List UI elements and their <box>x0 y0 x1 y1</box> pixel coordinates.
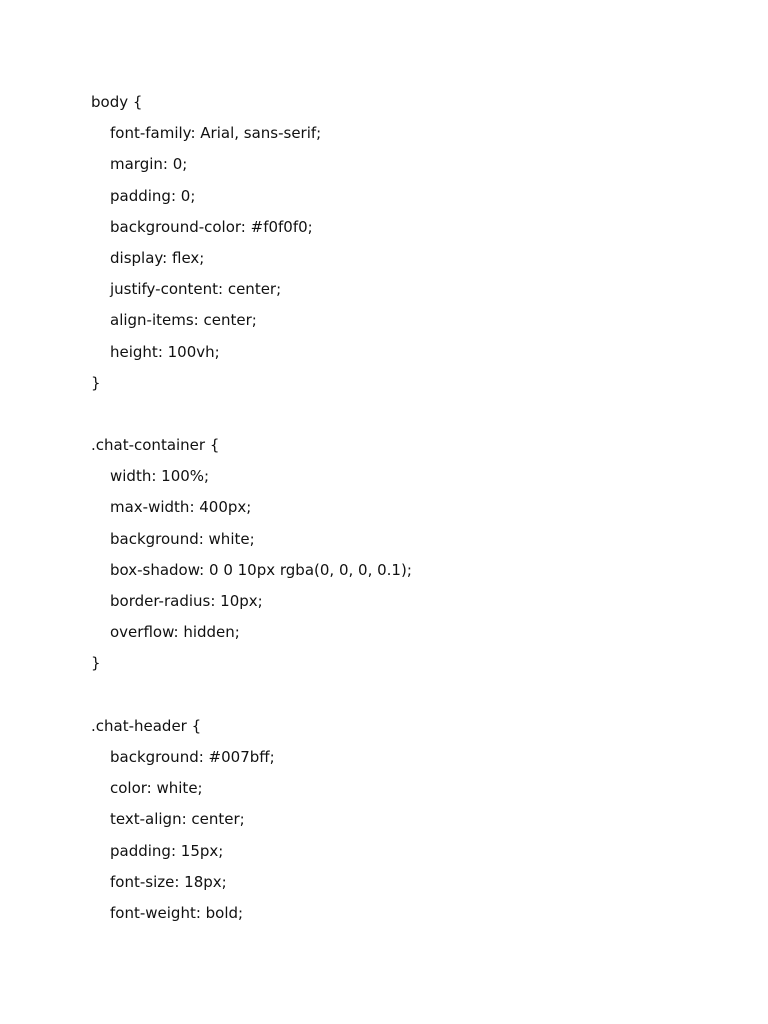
css-code-block <box>91 87 731 929</box>
code-line: font-weight: bold; <box>110 903 244 922</box>
code-line: text-align: center; <box>110 810 245 829</box>
code-line: background: #007bff; <box>110 747 275 766</box>
code-line: overflow: hidden; <box>110 623 240 642</box>
code-line: justify-content: center; <box>110 280 282 299</box>
code-line: } <box>91 373 101 392</box>
code-line: display: flex; <box>110 248 205 267</box>
code-line: align-items: center; <box>110 311 257 330</box>
blank-line <box>91 399 731 430</box>
code-line: height: 100vh; <box>110 342 220 361</box>
code-line: box-shadow: 0 0 10px rgba(0, 0, 0, 0.1); <box>110 560 412 579</box>
code-line: margin: 0; <box>110 155 188 174</box>
code-line: padding: 0; <box>110 186 196 205</box>
code-line: background: white; <box>110 529 255 548</box>
code-line: color: white; <box>110 779 203 798</box>
code-line: body { <box>91 93 143 111</box>
code-line: background-color: #f0f0f0; <box>110 217 313 236</box>
code-line: padding: 15px; <box>110 841 224 860</box>
code-line: max-width: 400px; <box>110 498 252 517</box>
code-line: font-family: Arial, sans-serif; <box>110 124 322 143</box>
blank-line <box>91 680 731 711</box>
code-line: width: 100%; <box>110 467 210 486</box>
code-line: .chat-header { <box>91 716 202 735</box>
code-line: .chat-container { <box>91 436 220 455</box>
code-line: font-size: 18px; <box>110 872 227 891</box>
code-line: border-radius: 10px; <box>110 592 263 610</box>
code-line: } <box>91 654 101 673</box>
